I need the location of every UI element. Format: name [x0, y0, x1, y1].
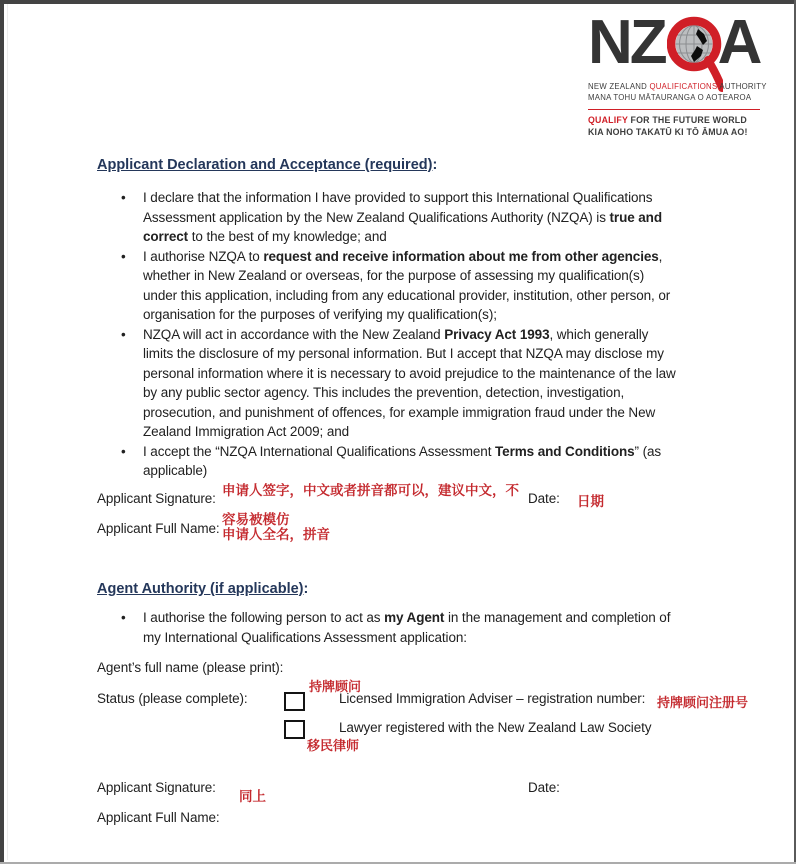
- signature-annotation-line1: 申请人签字，中文或者拼音都可以，建议中文，不: [222, 483, 519, 498]
- page-edge-faint-line: [7, 4, 8, 860]
- bullet-item: • NZQA will act in accordance with the New Zealand Privacy Act 1993, which generally limits the disclosure of my personal information. But I accept that NZQA may disclose my personal information where it is necessary to avoid prejudice to the maintenance of the law by any public sector agency. This includes the prevention, detection, investigation, prosecution, and punishment of offences, for example immigration fraud under the New Zealand Immigration Act 2009; and: [115, 325, 681, 442]
- agent-heading: Agent Authority (if applicable):: [97, 581, 309, 597]
- page-edge-top: [0, 0, 796, 4]
- logo-divider: [588, 109, 760, 110]
- lawyer-option-label: Lawyer registered with the New Zealand Law Society: [339, 720, 652, 735]
- applicant-full-name-label: Applicant Full Name:: [97, 521, 220, 536]
- agent-bullet-list: [115, 608, 681, 647]
- bullet-item: • I authorise NZQA to request and receive information about me from other agencies, whether in New Zealand or overseas, for the purpose of assessing my qualification(s) under this application, including from any educational provider, institution, other person, or organisation for the purposes of verifying my qualification(s);: [115, 247, 681, 325]
- logo-tagline-line2: KIA NOHO TAKATŪ KI TŌ ĀMUA AO!: [588, 126, 748, 137]
- agent-applicant-full-name-label: Applicant Full Name:: [97, 810, 220, 825]
- bullet-item: • I declare that the information I have provided to support this International Qualifications Assessment application by the New Zealand Qualifications Authority (NZQA) is true and correct to the best of my knowledge; and: [115, 188, 681, 247]
- date-annotation: 日期: [577, 494, 604, 509]
- declaration-heading: Applicant Declaration and Acceptance (required):: [97, 157, 438, 173]
- agent-date-label: Date:: [528, 780, 560, 795]
- adviser-option-label: Licensed Immigration Adviser – registration number:: [339, 691, 646, 706]
- page-edge-left: [0, 0, 4, 864]
- wordmark-letter-a: A: [717, 8, 760, 77]
- adviser-checkbox[interactable]: [284, 692, 305, 711]
- agent-signature-annotation: 同上: [239, 789, 266, 804]
- logo-tagline-line1: QUALIFY FOR THE FUTURE WORLD: [588, 115, 747, 125]
- full-name-annotation: 申请人全名，拼音: [222, 527, 330, 542]
- nzqa-wordmark: [588, 10, 768, 82]
- applicant-signature-label: Applicant Signature:: [97, 491, 216, 506]
- lawyer-checkbox[interactable]: [284, 720, 305, 739]
- lawyer-annotation-below: 移民律师: [307, 738, 360, 753]
- signature-annotation-line2: 容易被模仿: [222, 512, 290, 527]
- status-label: Status (please complete):: [97, 691, 248, 706]
- logo-subtitle-line2: MANA TOHU MĀTAURANGA O AOTEAROA: [588, 92, 752, 102]
- wordmark-letter-z: Z: [629, 8, 665, 77]
- declaration-bullet-list: [115, 188, 681, 481]
- adviser-annotation-above: 持牌顾问: [309, 679, 362, 694]
- agent-full-name-label: Agent’s full name (please print):: [97, 660, 284, 675]
- wordmark-letter-n: N: [588, 8, 630, 77]
- bullet-item: • I accept the “NZQA International Qualifications Assessment Terms and Conditions” (as applicable): [115, 442, 681, 481]
- nzqa-logo: [588, 10, 768, 138]
- adviser-annotation-after: 持牌顾问注册号: [657, 695, 749, 710]
- logo-subtitle-line1: NEW ZEALAND QUALIFICATIONS AUTHORITY: [588, 82, 767, 91]
- bullet-item: • I authorise the following person to act as my Agent in the management and completion of my International Qualifications Assessment application:: [115, 608, 681, 647]
- date-label: Date:: [528, 491, 560, 506]
- agent-applicant-signature-label: Applicant Signature:: [97, 780, 216, 795]
